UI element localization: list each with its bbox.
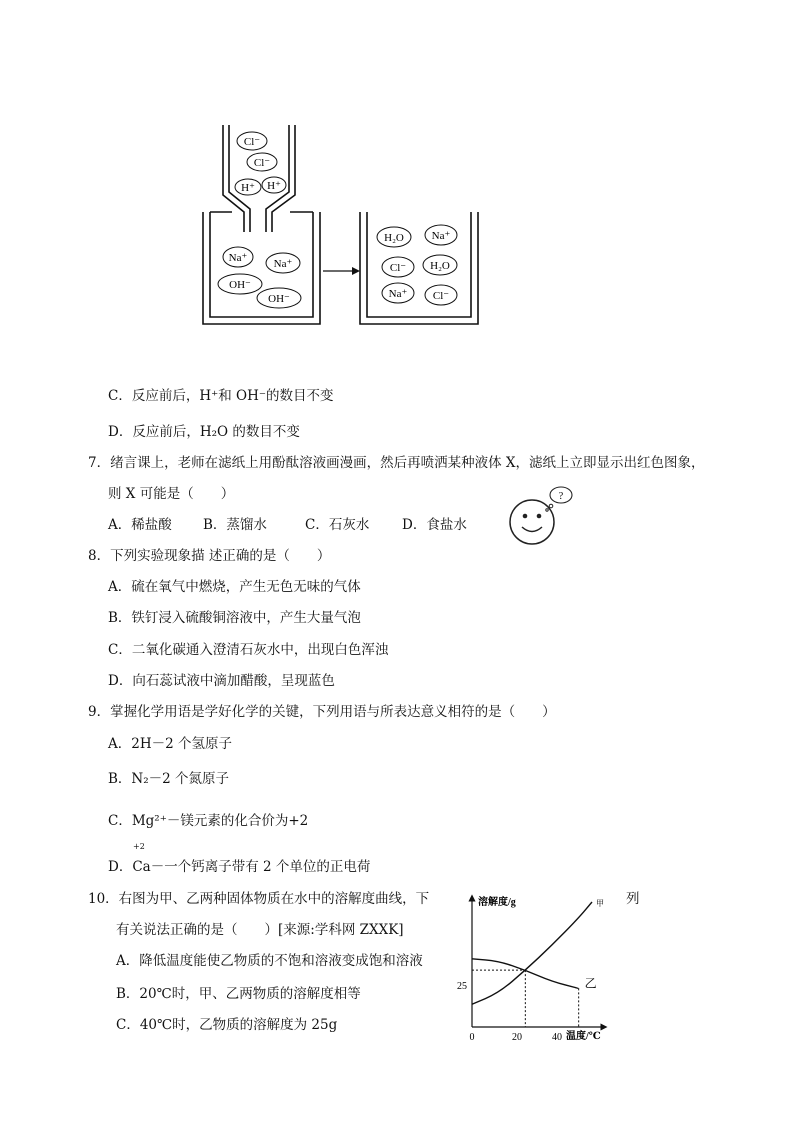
ion-reaction-diagram [0,0,794,340]
q10-option-c: C．40℃时，乙物质的溶解度为 25g [116,1017,338,1033]
reaction-arrow-icon [323,267,360,275]
ion-label: H₂O [430,260,450,272]
q8-option-a: A．硫在氧气中燃烧，产生无色无味的气体 [108,579,361,595]
q9-option-b: B．N₂－2 个氮原子 [108,771,230,787]
ion-label: Cl⁻ [432,290,450,302]
q9-option-a: A．2H－2 个氢原子 [108,736,232,752]
series-label: 乙 [584,976,597,991]
q7-stem-line1: 7．绪言课上，老师在滤纸上用酚酞溶液画漫画，然后再喷洒某种液体 X，滤纸上立即显示出红色图象， [88,455,705,471]
ion-label: Na⁺ [273,258,293,270]
series-line-jia [472,902,592,1004]
q7-stem-line2: 则 X 可能是（ ） [108,486,235,502]
x-tick-label: 20 [512,1032,522,1043]
ion-label: OH⁻ [268,293,290,305]
series-label: 甲 [596,899,604,908]
bubble-question-mark: ? [558,491,564,502]
smiley-face-icon [500,480,585,550]
ion-label: H⁺ [241,182,255,194]
solubility-chart [440,890,620,1050]
ion-label: Cl⁻ [243,136,261,148]
q7-option-d: D．食盐水 [402,517,467,533]
ion-label: Na⁺ [228,252,248,264]
ion-label: Na⁺ [431,230,451,242]
x-axis-label: 温度/℃ [566,1031,601,1042]
ion-label: Cl⁻ [253,157,271,169]
q7-option-b: B．蒸馏水 [203,517,267,533]
q8-stem: 8．下列实验现象描 述正确的是（ ） [88,548,331,564]
q7-option-a: A．稀盐酸 [108,517,172,533]
q10-stem-line1a: 10．右图为甲、乙两种固体物质在水中的溶解度曲线，下 [88,891,430,907]
q10-stem-line2: 有关说法正确的是（ ）[来源:学科网 ZXXK] [116,922,404,938]
ion-label: Cl⁻ [389,262,407,274]
ion-label: OH⁻ [229,279,251,291]
q10-stem-line1b: 列 [626,891,640,907]
q8-option-d: D．向石蕊试液中滴加醋酸，呈现蓝色 [108,673,335,689]
q6-option-d: D．反应前后，H₂O 的数目不变 [108,424,300,440]
ion-label: Na⁺ [388,288,408,300]
q9-option-c: C．Mg²⁺－镁元素的化合价为+2 [108,813,309,829]
q8-option-c: C．二氧化碳通入澄清石灰水中，出现白色浑浊 [108,642,389,658]
beaker-after [360,212,478,324]
x-tick-label: 0 [469,1032,475,1043]
q9-stem: 9．掌握化学用语是学好化学的关键，下列用语与所表达意义相符的是（ ） [88,704,556,720]
beaker-before [203,212,320,324]
q10-option-b: B．20℃时，甲、乙两物质的溶解度相等 [116,986,361,1002]
y-axis-label: 溶解度/g [478,897,516,908]
q6-option-c: C．反应前后，H⁺和 OH⁻的数目不变 [108,388,334,404]
q8-option-b: B．铁钉浸入硫酸铜溶液中，产生大量气泡 [108,610,361,626]
x-tick-label: 40 [552,1032,562,1043]
ion-label: H⁺ [267,180,281,192]
q9-option-d-superscript: +2 [133,842,145,851]
ion-label: H₂O [384,232,404,244]
q10-option-a: A．降低温度能使乙物质的不饱和溶液变成饱和溶液 [116,953,423,969]
y-tick-label: 25 [457,981,467,992]
q7-option-c: C．石灰水 [305,517,370,533]
q9-option-d: D．Ca－一个钙离子带有 2 个单位的正电荷 [108,859,371,875]
